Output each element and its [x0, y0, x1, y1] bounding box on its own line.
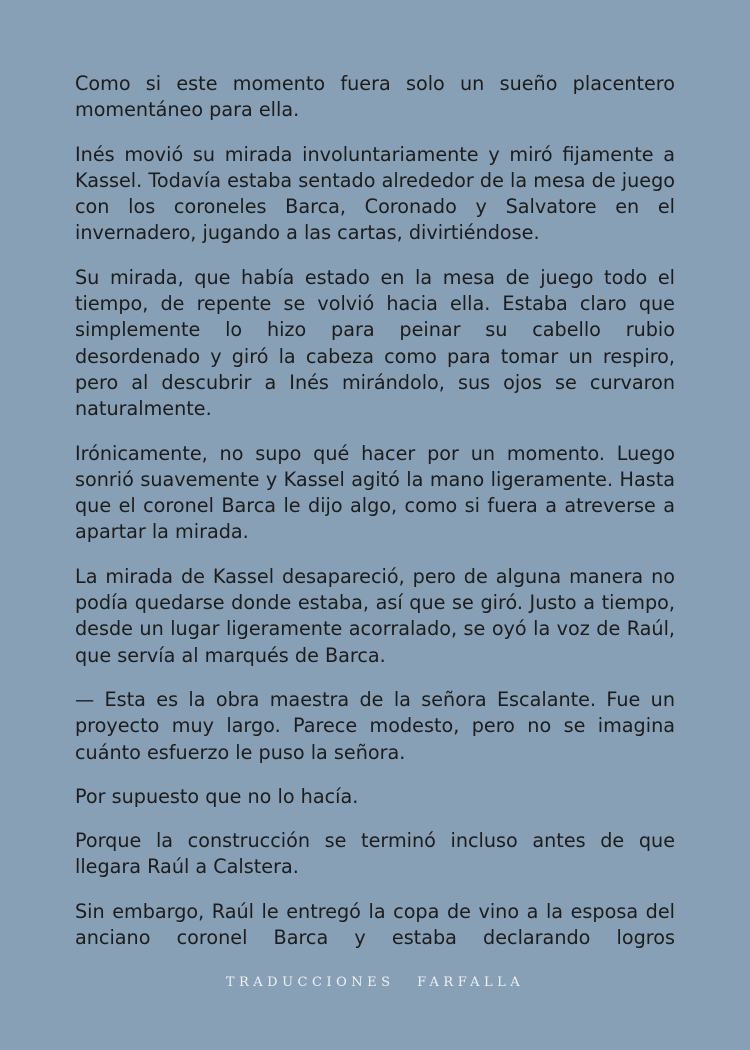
paragraph: Porque la construcción se terminó incluso antes de que llegara Raúl a Calstera.	[75, 829, 675, 879]
paragraph: Irónicamente, no supo qué hacer por un momento. Luego sonrió suavemente y Kassel agitó la mano ligeramente. Hasta que el coronel Barca le dijo algo, como si fuera a atreverse a apartar la mirada.	[75, 441, 675, 544]
paragraph: Como si este momento fuera solo un sueño placentero momentáneo para ella.	[75, 72, 675, 122]
paragraph-last: Sin embargo, Raúl le entregó la copa de vino a la esposa del anciano coronel Barca y estaba declarando logros	[75, 899, 675, 950]
paragraph: Inés movió su mirada involuntariamente y miró fijamente a Kassel. Todavía estaba sentado alrededor de la mesa de juego con los coroneles Barca, Coronado y Salvatore en el invernadero, jugando a las cartas, divirtiéndose.	[75, 142, 675, 245]
paragraph: Por supuesto que no lo hacía.	[75, 784, 359, 808]
body-text	[75, 71, 675, 969]
paragraph: — Esta es la obra maestra de la señora Escalante. Fue un proyecto muy largo. Parece modesto, pero no se imagina cuánto esfuerzo le puso la señora.	[75, 687, 675, 764]
paragraph: Su mirada, que había estado en la mesa de juego todo el tiempo, de repente se volvió hacia ella. Estaba claro que simplemente lo hizo para peinar su cabello rubio desordenado y giró la cabeza como para tomar un respiro, pero al descubrir a Inés mirándolo, sus ojos se curvaron naturalmente.	[75, 265, 675, 421]
paragraph: La mirada de Kassel desapareció, pero de alguna manera no podía quedarse donde estaba, así que se giró. Justo a tiempo, desde un lugar ligeramente acorralado, se oyó la voz de Raúl, que servía al marqués de Barca.	[75, 564, 675, 667]
footer-watermark: TRADUCCIONES FARFALLA	[225, 975, 525, 990]
